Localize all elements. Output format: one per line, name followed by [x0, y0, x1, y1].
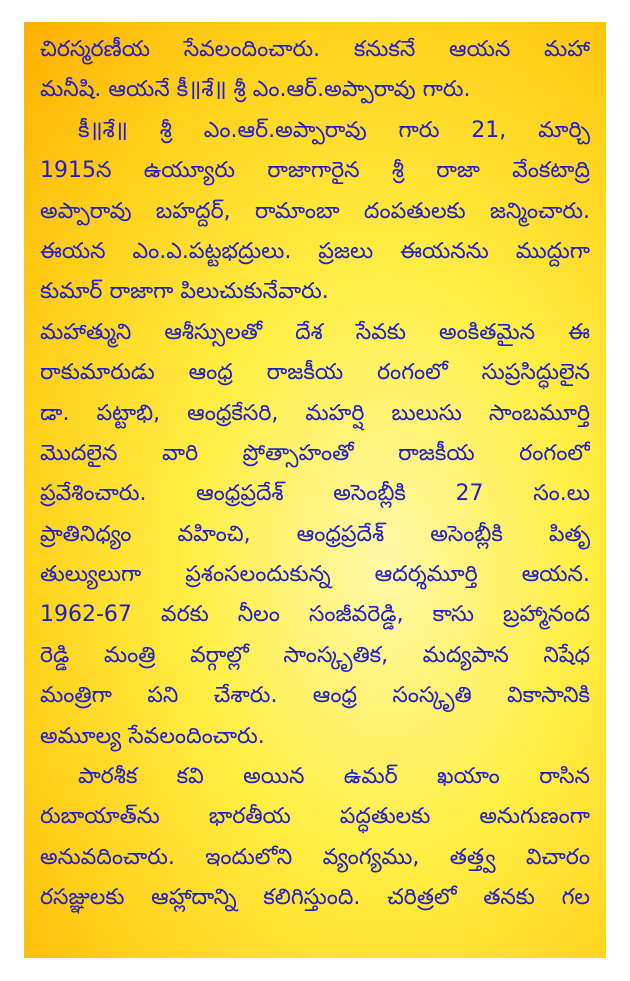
text-line: అమూల్య సేవలందించారు.	[40, 723, 265, 749]
text-line: ప్రాతినిధ్యం వహించి, ఆంధ్రప్రదేశ్ అసెంబ్లీకి పితృ	[40, 521, 590, 547]
text-line: అనువదించారు. ఇందులోని వ్యంగ్యము, తత్త్వ విచారం	[40, 844, 590, 870]
text-line: ప్రవేశించారు. ఆంధ్రప్రదేశ్ అసెంబ్లీకి 27 సం.లు	[40, 481, 590, 507]
text-line: రెడ్డి మంత్రి వర్గాల్లో సాంస్కృతిక, మద్యపాన నిషేధ	[40, 642, 590, 668]
text-line: 1962-67 వరకు నీలం సంజీవరెడ్డి, కాసు బ్రహ్మానంద	[40, 602, 590, 628]
text-line: డా. పట్టాభి, ఆంధ్రకేసరి, మహర్షి బులుసు సాంబమూర్తి	[40, 400, 590, 426]
text-line: తుల్యులుగా ప్రశంసలందుకున్న ఆదర్శమూర్తి ఆయన.	[40, 562, 590, 588]
text-line: రాకుమారుడు ఆంధ్ర రాజకీయ రంగంలో సుప్రసిద్ధులైన	[40, 360, 590, 386]
text-line: చిరస్మరణీయ సేవలందించారు. కనుకనే ఆయన మహా	[40, 37, 590, 62]
text-line: మనీషి. ఆయనే కీ॥శే॥ శ్రీ ఎం.ఆర్.అప్పారావు గారు.	[40, 77, 471, 103]
text-line: అప్పారావు బహద్దర్, రామాంబా దంపతులకు జన్మించారు.	[40, 198, 590, 224]
text-line: 1915న ఉయ్యూరు రాజాగారైన శ్రీ రాజా వేంకటాద్రి	[40, 158, 590, 184]
text-line: పారశీక కవి అయిన ఉమర్ ఖయాం రాసిన	[78, 764, 590, 790]
text-line: మొదలైన వారి ప్రోత్సాహంతో రాజకీయ రంగంలో	[40, 440, 590, 466]
text-line: మంత్రిగా పని చేశారు. ఆంధ్ర సంస్కృతి వికాసానికి	[40, 683, 590, 709]
text-line: ఈయన ఎం.ఎ.పట్టభద్రులు. ప్రజలు ఈయనను ముద్దుగా	[40, 238, 590, 264]
document-page	[24, 22, 606, 958]
text-line: కీ॥శే॥ శ్రీ ఎం.ఆర్.అప్పారావు గారు 21, మార్చి	[78, 117, 590, 143]
text-line: మహాత్ముని ఆశీస్సులతో దేశ సేవకు అంకితమైన ఈ	[40, 319, 590, 345]
text-line: కుమార్ రాజాగా పిలుచుకునేవారు.	[40, 279, 329, 305]
text-line: రసజ్ఞులకు ఆహ్లాదాన్ని కలిగిస్తుంది. చరిత్రలో తనకు గల	[40, 885, 590, 911]
text-line: రుబాయాత్‌ను భారతీయ పద్ధతులకు అనుగుణంగా	[40, 804, 590, 830]
